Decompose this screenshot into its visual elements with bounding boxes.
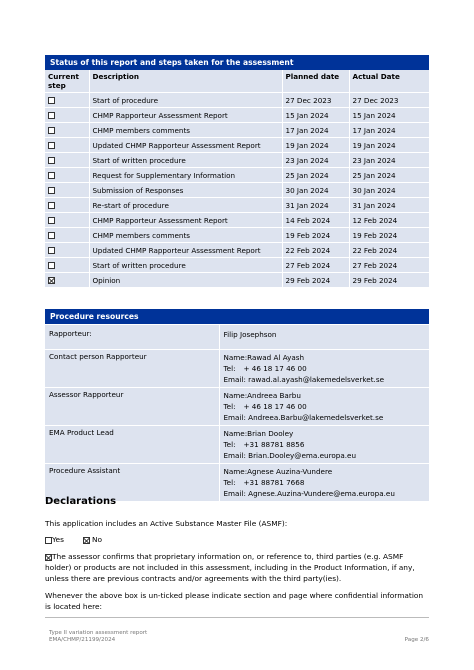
current-step-checkbox[interactable] <box>48 202 55 209</box>
no-checkbox[interactable] <box>83 537 90 544</box>
planned-date-cell: 23 Jan 2024 <box>282 153 349 168</box>
status-row <box>45 243 429 258</box>
resource-details <box>219 464 429 502</box>
planned-date-cell: 14 Feb 2024 <box>282 213 349 228</box>
planned-date-cell: 22 Feb 2024 <box>282 243 349 258</box>
actual-date-cell: 31 Jan 2024 <box>349 198 429 213</box>
resource-line-label: Email: <box>223 413 246 422</box>
resource-role: Contact person Rapporteur <box>45 350 219 388</box>
planned-date-cell: 27 Feb 2024 <box>282 258 349 273</box>
description-cell: Opinion <box>89 273 282 288</box>
resource-line-value: Rawad Al Ayash <box>247 353 305 362</box>
untick-instructions: Whenever the above box is un-ticked please indicate section and page where confidential information is located here: <box>45 591 424 612</box>
status-row <box>45 153 429 168</box>
actual-date-cell: 19 Feb 2024 <box>349 228 429 243</box>
resource-line <box>224 352 426 363</box>
resource-line <box>224 450 426 461</box>
status-row <box>45 228 429 243</box>
current-step-cell <box>45 153 89 168</box>
resource-row <box>45 350 429 388</box>
column-header-current-step: Current step <box>45 70 89 93</box>
footer-doc-type: Type II variation assessment report <box>49 630 148 636</box>
status-section-title: Status of this report and steps taken for the assessment <box>45 55 429 70</box>
yes-label: Yes <box>52 535 64 544</box>
status-row <box>45 138 429 153</box>
actual-date-cell: 22 Feb 2024 <box>349 243 429 258</box>
current-step-checkbox[interactable] <box>48 157 55 164</box>
actual-date-cell: 15 Jan 2024 <box>349 108 429 123</box>
resource-line-value: + 46 18 17 46 00 <box>243 402 307 411</box>
current-step-cell <box>45 108 89 123</box>
current-step-checkbox[interactable] <box>48 232 55 239</box>
current-step-cell <box>45 183 89 198</box>
description-cell: Start of written procedure <box>89 258 282 273</box>
current-step-checkbox[interactable] <box>48 217 55 224</box>
description-cell: Re-start of procedure <box>89 198 282 213</box>
resource-role: Assessor Rapporteur <box>45 388 219 426</box>
resource-line-value: Brian Dooley <box>247 429 294 438</box>
current-step-cell <box>45 213 89 228</box>
email-link[interactable]: rawad.al.ayash@lakemedelsverket.se <box>248 375 385 384</box>
description-cell: Start of procedure <box>89 93 282 108</box>
resource-details <box>219 350 429 388</box>
current-step-checkbox[interactable] <box>48 112 55 119</box>
confidentiality-confirmation <box>45 551 429 585</box>
description-cell: Request for Supplementary Information <box>89 168 282 183</box>
resource-role: EMA Product Lead <box>45 426 219 464</box>
resource-line-label: Tel: <box>223 440 236 449</box>
description-cell: Start of written procedure <box>89 153 282 168</box>
description-cell: CHMP members comments <box>89 228 282 243</box>
asmf-question: This application includes an Active Substance Master File (ASMF): <box>45 519 288 528</box>
resource-line-label: Name: <box>223 467 248 476</box>
planned-date-cell: 19 Feb 2024 <box>282 228 349 243</box>
resource-details <box>219 388 429 426</box>
email-link[interactable]: Brian.Dooley@ema.europa.eu <box>248 451 357 460</box>
asmf-options <box>45 534 429 545</box>
current-step-cell <box>45 168 89 183</box>
current-step-cell <box>45 228 89 243</box>
planned-date-cell: 31 Jan 2024 <box>282 198 349 213</box>
current-step-cell <box>45 273 89 288</box>
status-section <box>45 55 429 287</box>
resource-line-label: Email: <box>223 451 246 460</box>
footer <box>49 630 429 644</box>
planned-date-cell: 29 Feb 2024 <box>282 273 349 288</box>
resource-line <box>224 401 426 412</box>
resource-line <box>224 439 426 450</box>
current-step-cell <box>45 93 89 108</box>
actual-date-cell: 23 Jan 2024 <box>349 153 429 168</box>
divider <box>45 617 429 618</box>
column-header-actual-date: Actual Date <box>349 70 429 93</box>
current-step-checkbox[interactable] <box>48 127 55 134</box>
actual-date-cell: 27 Feb 2024 <box>349 258 429 273</box>
current-step-cell <box>45 243 89 258</box>
resource-line-label: Tel: <box>223 478 236 487</box>
actual-date-cell: 12 Feb 2024 <box>349 213 429 228</box>
resource-line-label: Tel: <box>223 402 236 411</box>
status-row <box>45 213 429 228</box>
resource-line-label: Email: <box>223 489 246 498</box>
actual-date-cell: 19 Jan 2024 <box>349 138 429 153</box>
confirmation-text: The assessor confirms that proprietary information on, or reference to, third parties (e.g. ASMF holder) or products are not included in this assessment, including in the Product Information, if any, unless there are previous contracts and/or agreements with the third party(ies). <box>45 552 415 584</box>
footer-doc-ref: EMA/CHMP/21199/2024 <box>49 637 116 643</box>
current-step-cell <box>45 123 89 138</box>
current-step-cell <box>45 138 89 153</box>
email-link[interactable]: Andreea.Barbu@lakemedelsverket.se <box>248 413 384 422</box>
yes-checkbox[interactable] <box>45 537 52 544</box>
resource-line-value: +31 88781 7668 <box>243 478 305 487</box>
planned-date-cell: 17 Jan 2024 <box>282 123 349 138</box>
resource-line-label: Name: <box>223 353 248 362</box>
status-row <box>45 123 429 138</box>
current-step-checkbox[interactable] <box>48 247 55 254</box>
current-step-checkbox[interactable] <box>48 277 55 284</box>
status-row <box>45 198 429 213</box>
current-step-checkbox[interactable] <box>48 187 55 194</box>
status-row <box>45 108 429 123</box>
resource-line-value: +31 88781 8856 <box>243 440 305 449</box>
resource-line <box>224 363 426 374</box>
planned-date-cell: 30 Jan 2024 <box>282 183 349 198</box>
planned-date-cell: 15 Jan 2024 <box>282 108 349 123</box>
description-cell: CHMP Rapporteur Assessment Report <box>89 108 282 123</box>
page-number: Page 2/6 <box>404 637 429 643</box>
current-step-cell <box>45 198 89 213</box>
resource-line <box>224 329 426 340</box>
resource-line-value: Andreea Barbu <box>247 391 301 400</box>
description-cell: Submission of Responses <box>89 183 282 198</box>
actual-date-cell: 29 Feb 2024 <box>349 273 429 288</box>
current-step-checkbox[interactable] <box>48 97 55 104</box>
resource-line-label: Email: <box>223 375 246 384</box>
resources-section <box>45 309 429 501</box>
status-table <box>45 70 429 287</box>
status-row <box>45 273 429 288</box>
resource-row <box>45 388 429 426</box>
resource-line <box>224 412 426 423</box>
current-step-cell <box>45 258 89 273</box>
resource-line-value: Agnese Auzina-Vundere <box>247 467 333 476</box>
status-row <box>45 258 429 273</box>
status-row <box>45 93 429 108</box>
column-header-planned-date: Planned date <box>282 70 349 93</box>
resource-role: Procedure Assistant <box>45 464 219 502</box>
resource-line <box>224 488 426 499</box>
no-label: No <box>92 535 103 544</box>
resource-line-label: Tel: <box>223 364 236 373</box>
declarations-heading: Declarations <box>45 496 117 507</box>
email-link[interactable]: Agnese.Auzina-Vundere@ema.europa.eu <box>248 489 395 498</box>
resource-line <box>224 390 426 401</box>
actual-date-cell: 30 Jan 2024 <box>349 183 429 198</box>
resource-line-value: + 46 18 17 46 00 <box>243 364 307 373</box>
column-header-description: Description <box>89 70 282 93</box>
status-row <box>45 168 429 183</box>
resource-details <box>219 325 429 350</box>
resources-section-title: Procedure resources <box>45 309 429 324</box>
status-table-header <box>45 70 429 93</box>
confirmation-checkbox[interactable] <box>45 554 52 561</box>
description-cell: Updated CHMP Rapporteur Assessment Report <box>89 138 282 153</box>
resource-line-label: Name: <box>223 429 248 438</box>
description-cell: CHMP Rapporteur Assessment Report <box>89 213 282 228</box>
planned-date-cell: 19 Jan 2024 <box>282 138 349 153</box>
resource-line <box>224 466 426 477</box>
actual-date-cell: 17 Jan 2024 <box>349 123 429 138</box>
resource-row <box>45 426 429 464</box>
actual-date-cell: 25 Jan 2024 <box>349 168 429 183</box>
current-step-checkbox[interactable] <box>48 262 55 269</box>
resource-line <box>224 477 426 488</box>
description-cell: CHMP members comments <box>89 123 282 138</box>
resource-row <box>45 325 429 350</box>
resource-line <box>224 374 426 385</box>
planned-date-cell: 25 Jan 2024 <box>282 168 349 183</box>
current-step-checkbox[interactable] <box>48 142 55 149</box>
status-row <box>45 183 429 198</box>
resource-line-label: Name: <box>223 391 248 400</box>
current-step-checkbox[interactable] <box>48 172 55 179</box>
resources-table <box>45 324 429 501</box>
planned-date-cell: 27 Dec 2023 <box>282 93 349 108</box>
description-cell: Updated CHMP Rapporteur Assessment Report <box>89 243 282 258</box>
resource-details <box>219 426 429 464</box>
resource-line <box>224 428 426 439</box>
actual-date-cell: 27 Dec 2023 <box>349 93 429 108</box>
resource-role: Rapporteur: <box>45 325 219 350</box>
resource-line-value: Filip Josephson <box>223 330 277 339</box>
